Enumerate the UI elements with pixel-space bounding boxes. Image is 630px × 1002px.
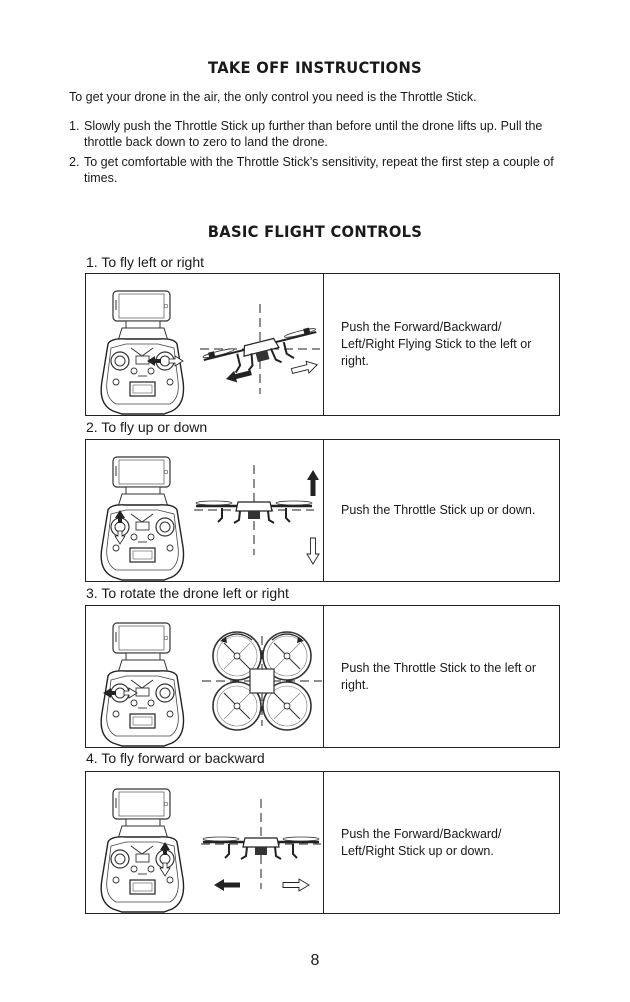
remote-and-drone-illustration (86, 274, 323, 417)
takeoff-step (69, 118, 563, 150)
control-panel-fly-up-down (85, 439, 560, 582)
takeoff-intro: To get your drone in the air, the only control you need is the Throttle Stick. (69, 90, 477, 104)
step-number: 2. (69, 155, 80, 169)
basic-flight-title: BASIC FLIGHT CONTROLS (207, 222, 423, 241)
control-figure (86, 440, 324, 581)
remote-and-drone-illustration (86, 772, 323, 915)
control-figure (86, 606, 324, 747)
control-description: Push the Forward/Backward/ Left/Right Flying Stick to the left or right. (341, 320, 532, 368)
control-panel-fly-left-right (85, 273, 560, 416)
remote-and-drone-illustration (86, 606, 323, 749)
page-number: 8 (310, 952, 320, 969)
control-label-fly-up-down: 2. To fly up or down (86, 419, 208, 435)
control-description: Push the Forward/Backward/ Left/Right Stick up or down. (341, 826, 502, 858)
step-text: Slowly push the Throttle Stick up further than before until the drone lifts up. Pull the throttle back down to zero to land the drone. (84, 119, 543, 149)
control-panel-rotate (85, 605, 560, 748)
takeoff-title: TAKE OFF INSTRUCTIONS (208, 58, 422, 77)
control-description: Push the Throttle Stick to the left or right. (341, 660, 537, 692)
control-label-forward-backward: 4. To fly forward or backward (86, 750, 265, 766)
remote-and-drone-illustration (86, 440, 323, 583)
control-label-fly-left-right: 1. To fly left or right (86, 254, 205, 270)
takeoff-steps (69, 118, 563, 190)
control-figure (86, 274, 324, 415)
control-panel-forward-backward (85, 771, 560, 914)
step-text: To get comfortable with the Throttle Stick’s sensitivity, repeat the first step a couple of times. (84, 155, 554, 185)
step-number: 1. (69, 119, 80, 133)
takeoff-step (69, 154, 563, 186)
control-description: Push the Throttle Stick up or down. (341, 503, 536, 517)
control-figure (86, 772, 324, 913)
control-label-rotate: 3. To rotate the drone left or right (86, 585, 289, 601)
